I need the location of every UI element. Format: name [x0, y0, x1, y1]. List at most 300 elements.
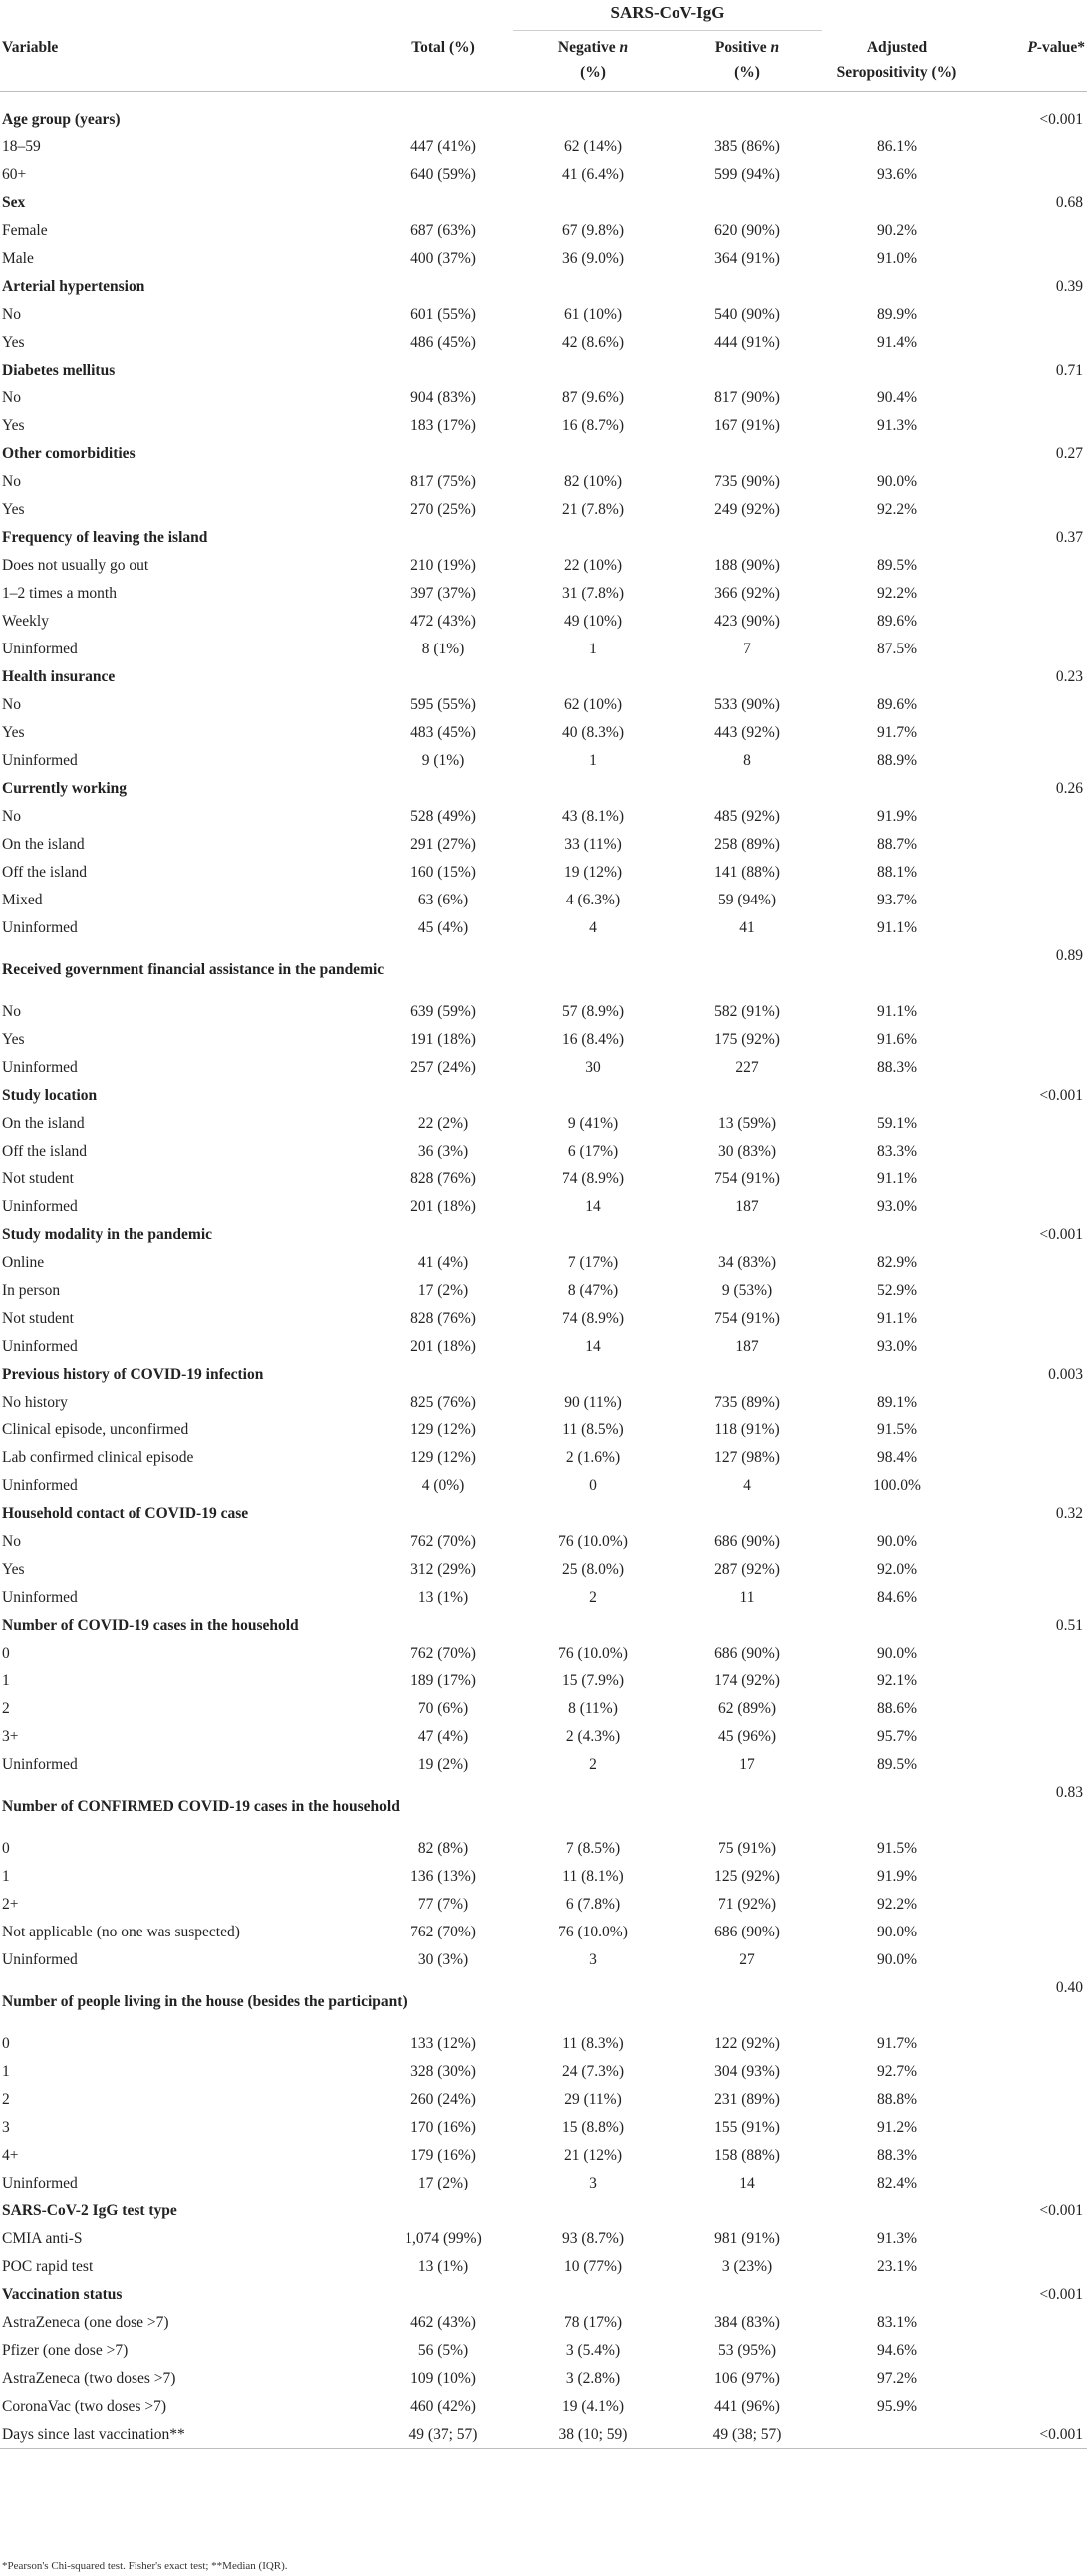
- table-row: [0, 691, 1087, 719]
- adjusted-cell: 88.6%: [876, 1700, 918, 1717]
- negative-cell: 3: [589, 2175, 597, 2191]
- p-value: 0.37: [1055, 529, 1084, 546]
- negative-cell: 16 (8.4%): [562, 1031, 624, 1048]
- total-cell: 1,074 (99%): [405, 2230, 482, 2247]
- row-label: No: [2, 1533, 21, 1550]
- adjusted-cell: 94.6%: [876, 2342, 918, 2359]
- p-value: [971, 636, 1087, 663]
- p-value: [971, 1472, 1087, 1500]
- table-row: [0, 2365, 1087, 2393]
- table-row: [0, 1946, 1087, 1974]
- positive-cell: 3 (23%): [721, 2258, 773, 2275]
- row-label: Uninformed: [2, 1756, 78, 1773]
- negative-cell: 16 (8.7%): [562, 417, 624, 434]
- section-header-row: [0, 357, 1087, 385]
- section-header-row: [0, 1779, 1087, 1835]
- p-value: <0.001: [1039, 1087, 1084, 1104]
- row-label: Yes: [2, 1031, 25, 1048]
- row-label: 4+: [2, 2147, 19, 2164]
- negative-cell: 11 (8.3%): [562, 2035, 624, 2052]
- table-row: [0, 831, 1087, 859]
- table-row: [0, 2225, 1087, 2253]
- negative-cell: 57 (8.9%): [562, 1003, 624, 1020]
- adjusted-cell: 91.6%: [876, 1031, 918, 1048]
- adjusted-cell: 91.1%: [876, 919, 918, 936]
- row-label: 2+: [2, 1896, 19, 1913]
- negative-cell: 2: [589, 1756, 597, 1773]
- adjusted-cell: 92.2%: [876, 585, 918, 602]
- positive-cell: 735 (89%): [714, 1394, 780, 1411]
- section-header-row: [0, 273, 1087, 301]
- positive-cell: 53 (95%): [717, 2342, 777, 2359]
- negative-cell: 1: [589, 641, 597, 657]
- positive-cell: 385 (86%): [714, 138, 780, 155]
- header-negative-label: Negative: [557, 39, 616, 56]
- positive-cell: 125 (92%): [714, 1868, 780, 1885]
- negative-cell: 90 (11%): [564, 1394, 622, 1411]
- adjusted-cell: 92.1%: [876, 1673, 918, 1689]
- row-label: 2: [2, 1700, 10, 1717]
- section-header-row: [0, 524, 1087, 552]
- section-header-row: [0, 1974, 1087, 2030]
- p-value: [971, 161, 1087, 189]
- table-row: [0, 2309, 1087, 2337]
- negative-cell: 2 (4.3%): [565, 1728, 621, 1745]
- table-row: [0, 1444, 1087, 1472]
- total-cell: 160 (15%): [410, 864, 476, 881]
- p-value: [971, 1333, 1087, 1361]
- p-value: [971, 412, 1087, 440]
- section-header-row: [0, 2197, 1087, 2225]
- positive-cell: 258 (89%): [714, 836, 780, 853]
- adjusted-cell: 91.5%: [876, 1421, 918, 1438]
- row-label: Weekly: [2, 613, 49, 630]
- negative-cell: 30: [585, 1059, 601, 1076]
- total-cell: 45 (4%): [417, 919, 469, 936]
- section-label: Arterial hypertension: [2, 278, 145, 295]
- negative-cell: 6 (7.8%): [565, 1896, 621, 1913]
- adjusted-cell: 93.7%: [876, 892, 918, 908]
- positive-cell: 533 (90%): [714, 696, 780, 713]
- row-label: Uninformed: [2, 641, 78, 657]
- section-header-row: [0, 1612, 1087, 1640]
- table-row: [0, 2421, 1087, 2449]
- positive-cell: 13 (59%): [717, 1115, 777, 1132]
- negative-cell: 36 (9.0%): [562, 250, 624, 267]
- section-label: Number of CONFIRMED COVID-19 cases in the household: [2, 1798, 400, 1815]
- negative-cell: 74 (8.9%): [562, 1170, 624, 1187]
- row-label: AstraZeneca (two doses >7): [2, 2370, 176, 2387]
- adjusted-cell: 91.7%: [876, 724, 918, 741]
- section-header-row: [0, 942, 1087, 998]
- p-value: [971, 719, 1087, 747]
- negative-cell: 1: [589, 752, 597, 769]
- row-label: No: [2, 696, 21, 713]
- p-value: <0.001: [1039, 111, 1084, 128]
- row-label: On the island: [2, 836, 85, 853]
- positive-cell: 155 (91%): [714, 2119, 780, 2136]
- row-label: Female: [2, 222, 48, 239]
- positive-cell: 735 (90%): [714, 473, 780, 490]
- adjusted-cell: 91.2%: [876, 2119, 918, 2136]
- p-value: <0.001: [1039, 2286, 1084, 2303]
- total-cell: 30 (3%): [417, 1951, 469, 1968]
- total-cell: 191 (18%): [410, 1031, 476, 1048]
- section-header-row: [0, 106, 1087, 133]
- section-label: Household contact of COVID-19 case: [2, 1505, 249, 1522]
- table-row: [0, 1193, 1087, 1221]
- negative-cell: 93 (8.7%): [562, 2230, 624, 2247]
- adjusted-cell: 89.5%: [876, 557, 918, 574]
- p-value: [971, 747, 1087, 775]
- p-value: [971, 2142, 1087, 2170]
- p-value: [971, 2170, 1087, 2197]
- p-value: [971, 2337, 1087, 2365]
- p-value: [971, 133, 1087, 161]
- negative-cell: 11 (8.1%): [562, 1868, 624, 1885]
- row-label: No: [2, 473, 21, 490]
- row-label: No: [2, 1003, 21, 1020]
- table-row: [0, 1528, 1087, 1556]
- section-header-row: [0, 1361, 1087, 1389]
- negative-cell: 2: [589, 1589, 597, 1606]
- negative-cell: 40 (8.3%): [562, 724, 624, 741]
- p-value: [971, 1668, 1087, 1695]
- total-cell: 201 (18%): [410, 1198, 476, 1215]
- negative-cell: 76 (10.0%): [558, 1645, 628, 1662]
- table-row: [0, 1556, 1087, 1584]
- p-value: [971, 1277, 1087, 1305]
- p-value: [971, 2086, 1087, 2114]
- adjusted-cell: 89.6%: [876, 696, 918, 713]
- total-cell: 687 (63%): [410, 222, 476, 239]
- adjusted-cell: 91.3%: [876, 2230, 918, 2247]
- p-value: [971, 2058, 1087, 2086]
- p-value: [971, 914, 1087, 942]
- row-label: 3: [2, 2119, 10, 2136]
- p-value: [971, 1138, 1087, 1165]
- adjusted-cell: 87.5%: [876, 641, 918, 657]
- section-label: Received government financial assistance in the pandemic: [2, 961, 385, 978]
- negative-cell: 3 (2.8%): [565, 2370, 621, 2387]
- positive-cell: 754 (91%): [714, 1170, 780, 1187]
- positive-cell: 485 (92%): [714, 808, 780, 825]
- adjusted-cell: 90.0%: [876, 1533, 918, 1550]
- section-label: Number of people living in the house (besides the participant): [2, 1993, 408, 2010]
- negative-cell: 31 (7.8%): [562, 585, 624, 602]
- total-cell: 462 (43%): [410, 2314, 476, 2331]
- adjusted-cell: 89.6%: [876, 613, 918, 630]
- negative-cell: 76 (10.0%): [558, 1924, 628, 1940]
- adjusted-cell: 90.0%: [876, 1645, 918, 1662]
- p-value: [971, 1723, 1087, 1751]
- table-row: [0, 1417, 1087, 1444]
- positive-cell: 366 (92%): [714, 585, 780, 602]
- p-value: [971, 1249, 1087, 1277]
- adjusted-cell: 88.3%: [876, 2147, 918, 2164]
- negative-cell: 3 (5.4%): [565, 2342, 621, 2359]
- p-value: [971, 301, 1087, 329]
- total-cell: 4 (0%): [421, 1477, 465, 1494]
- positive-cell: 443 (92%): [714, 724, 780, 741]
- negative-cell: 74 (8.9%): [562, 1310, 624, 1327]
- positive-cell: 41: [739, 919, 755, 936]
- negative-cell: 3: [589, 1951, 597, 1968]
- adjusted-cell: 91.4%: [876, 334, 918, 351]
- p-value: [971, 2365, 1087, 2393]
- row-label: 2: [2, 2091, 10, 2108]
- total-cell: 136 (13%): [410, 1868, 476, 1885]
- negative-cell: 29 (11%): [564, 2091, 622, 2108]
- adjusted-cell: 82.4%: [876, 2175, 918, 2191]
- total-cell: 460 (42%): [410, 2398, 476, 2415]
- table-row: [0, 2030, 1087, 2058]
- p-value: [971, 1528, 1087, 1556]
- positive-cell: 599 (94%): [714, 166, 780, 183]
- header-positive-label: Positive: [714, 39, 767, 56]
- table-row: [0, 608, 1087, 636]
- total-cell: 762 (70%): [410, 1924, 476, 1940]
- row-label: Uninformed: [2, 1477, 78, 1494]
- adjusted-cell: 95.9%: [876, 2398, 918, 2415]
- p-value: 0.68: [1055, 194, 1084, 211]
- p-value: <0.001: [971, 2421, 1087, 2449]
- adjusted-cell: 52.9%: [876, 1282, 918, 1299]
- adjusted-cell: 82.9%: [876, 1254, 918, 1271]
- table-row: [0, 2114, 1087, 2142]
- row-label: Uninformed: [2, 1338, 78, 1355]
- p-value: [971, 1584, 1087, 1612]
- row-label: Not student: [2, 1310, 74, 1327]
- header-total: Total (%): [411, 38, 475, 56]
- positive-cell: 34 (83%): [717, 1254, 777, 1271]
- table-row: [0, 1723, 1087, 1751]
- total-cell: 257 (24%): [410, 1059, 476, 1076]
- total-cell: 189 (17%): [410, 1673, 476, 1689]
- positive-cell: 106 (97%): [714, 2370, 780, 2387]
- p-value: [971, 1640, 1087, 1668]
- negative-cell: 25 (8.0%): [562, 1561, 624, 1578]
- row-label: 1: [2, 1673, 10, 1689]
- total-cell: 17 (2%): [417, 1282, 469, 1299]
- section-label: SARS-CoV-2 IgG test type: [2, 2202, 177, 2219]
- total-cell: 486 (45%): [410, 334, 476, 351]
- negative-cell: 0: [589, 1477, 597, 1494]
- p-value: [971, 1389, 1087, 1417]
- positive-cell: 174 (92%): [714, 1673, 780, 1689]
- p-value: [971, 552, 1087, 580]
- p-value: [971, 385, 1087, 412]
- table-row: [0, 859, 1087, 887]
- positive-cell: 187: [735, 1198, 759, 1215]
- table-row: [0, 301, 1087, 329]
- total-cell: 483 (45%): [410, 724, 476, 741]
- total-cell: 183 (17%): [410, 417, 476, 434]
- positive-cell: 540 (90%): [714, 306, 780, 323]
- row-label: Yes: [2, 417, 25, 434]
- positive-cell: 686 (90%): [714, 1645, 780, 1662]
- adjusted-cell: 23.1%: [876, 2258, 918, 2275]
- positive-cell: 817 (90%): [714, 389, 780, 406]
- total-cell: 41 (4%): [417, 1254, 469, 1271]
- p-value: [971, 998, 1087, 1026]
- adjusted-cell: 90.0%: [876, 1951, 918, 1968]
- table-row: [0, 245, 1087, 273]
- row-label: CoronaVac (two doses >7): [2, 2398, 166, 2415]
- adjusted-cell: 88.8%: [876, 2091, 918, 2108]
- adjusted-cell: 91.1%: [876, 1003, 918, 1020]
- total-cell: 210 (19%): [410, 557, 476, 574]
- row-label: 1: [2, 1868, 10, 1885]
- total-cell: 472 (43%): [410, 613, 476, 630]
- total-cell: 9 (1%): [421, 752, 465, 769]
- table-row: [0, 1891, 1087, 1919]
- p-value: [971, 1110, 1087, 1138]
- negative-cell: 6 (17%): [567, 1143, 619, 1159]
- table-row: [0, 1110, 1087, 1138]
- total-cell: 828 (76%): [410, 1170, 476, 1187]
- adjusted-cell: 93.0%: [876, 1338, 918, 1355]
- row-label: 60+: [2, 166, 27, 183]
- total-cell: 640 (59%): [410, 166, 476, 183]
- section-header-row: [0, 663, 1087, 691]
- positive-cell: 423 (90%): [714, 613, 780, 630]
- row-label: 3+: [2, 1728, 19, 1745]
- total-cell: 291 (27%): [410, 836, 476, 853]
- p-value: [971, 831, 1087, 859]
- table-row: [0, 161, 1087, 189]
- negative-cell: 19 (12%): [563, 864, 623, 881]
- header-negative-n: n: [619, 39, 629, 56]
- section-label: Previous history of COVID-19 infection: [2, 1366, 264, 1383]
- adjusted-cell: 91.1%: [876, 1170, 918, 1187]
- adjusted-cell: 88.9%: [876, 752, 918, 769]
- p-value: [971, 2253, 1087, 2281]
- positive-cell: 249 (92%): [714, 501, 780, 518]
- row-label: AstraZeneca (one dose >7): [2, 2314, 169, 2331]
- negative-cell: 82 (10%): [563, 473, 623, 490]
- negative-cell: 2 (1.6%): [565, 1449, 621, 1466]
- table-row: [0, 2170, 1087, 2197]
- table-row: [0, 1751, 1087, 1779]
- total-cell: 828 (76%): [410, 1310, 476, 1327]
- row-label: Clinical episode, unconfirmed: [2, 1421, 189, 1438]
- p-value: [971, 496, 1087, 524]
- table-row: [0, 1919, 1087, 1946]
- row-label: No history: [2, 1394, 68, 1411]
- p-value: [971, 1751, 1087, 1779]
- positive-cell: 227: [735, 1059, 759, 1076]
- p-value: [971, 2309, 1087, 2337]
- adjusted-cell: 91.3%: [876, 417, 918, 434]
- adjusted-cell: 59.1%: [876, 1115, 918, 1132]
- total-cell: 595 (55%): [410, 696, 476, 713]
- row-label: Uninformed: [2, 2175, 78, 2191]
- adjusted-cell: [822, 2421, 971, 2449]
- positive-cell: 231 (89%): [714, 2091, 780, 2108]
- positive-cell: 118 (91%): [714, 1421, 780, 1438]
- total-cell: 17 (2%): [417, 2175, 469, 2191]
- positive-cell: 167 (91%): [714, 417, 780, 434]
- negative-cell: 8 (47%): [567, 1282, 619, 1299]
- row-label: 1–2 times a month: [2, 585, 117, 602]
- table-row: [0, 1668, 1087, 1695]
- table-row: [0, 719, 1087, 747]
- positive-cell: 754 (91%): [714, 1310, 780, 1327]
- table-row: [0, 1584, 1087, 1612]
- table-row: [0, 2337, 1087, 2365]
- row-label: Male: [2, 250, 34, 267]
- p-value: [971, 217, 1087, 245]
- total-cell: 260 (24%): [410, 2091, 476, 2108]
- row-label: Off the island: [2, 864, 87, 881]
- p-value: [971, 803, 1087, 831]
- positive-cell: 11: [739, 1589, 755, 1606]
- p-value: [971, 1919, 1087, 1946]
- total-cell: 19 (2%): [417, 1756, 469, 1773]
- p-value: [971, 468, 1087, 496]
- p-value: 0.27: [1055, 445, 1084, 462]
- p-value: 0.89: [1055, 947, 1084, 964]
- p-value: 0.71: [1055, 362, 1084, 379]
- section-header-row: [0, 440, 1087, 468]
- positive-cell: 981 (91%): [714, 2230, 780, 2247]
- positive-cell: 75 (91%): [717, 1840, 777, 1857]
- total-cell: 601 (55%): [410, 306, 476, 323]
- total-cell: 447 (41%): [410, 138, 476, 155]
- total-cell: 201 (18%): [410, 1338, 476, 1355]
- table-row: [0, 2253, 1087, 2281]
- row-label: Days since last vaccination**: [0, 2421, 374, 2449]
- section-label: Number of COVID-19 cases in the household: [2, 1617, 299, 1634]
- total-cell: 133 (12%): [410, 2035, 476, 2052]
- p-value: [971, 1695, 1087, 1723]
- row-label: Yes: [2, 334, 25, 351]
- p-value: 0.003: [1048, 1366, 1084, 1383]
- positive-cell: 686 (90%): [714, 1924, 780, 1940]
- section-header-row: [0, 1082, 1087, 1110]
- row-label: Uninformed: [2, 1198, 78, 1215]
- table-row: [0, 496, 1087, 524]
- row-label: Not student: [2, 1170, 74, 1187]
- table-row: [0, 2086, 1087, 2114]
- negative-cell: 38 (10; 59): [513, 2421, 673, 2449]
- row-label: On the island: [2, 1115, 85, 1132]
- negative-cell: 7 (8.5%): [565, 1840, 621, 1857]
- negative-cell: 61 (10%): [563, 306, 623, 323]
- header-p-value: [971, 31, 1087, 92]
- positive-cell: 17: [739, 1756, 755, 1773]
- adjusted-cell: 93.0%: [876, 1198, 918, 1215]
- adjusted-cell: 88.1%: [876, 864, 918, 881]
- p-value: [971, 1556, 1087, 1584]
- negative-cell: 62 (10%): [563, 696, 623, 713]
- table-row: [0, 1165, 1087, 1193]
- positive-cell: 71 (92%): [717, 1896, 777, 1913]
- row-label: Yes: [2, 501, 25, 518]
- table-row: [0, 1389, 1087, 1417]
- positive-cell: 141 (88%): [714, 864, 780, 881]
- positive-cell: 49 (38; 57): [673, 2421, 822, 2449]
- total-cell: 56 (5%): [417, 2342, 469, 2359]
- negative-cell: 7 (17%): [567, 1254, 619, 1271]
- header-variable: Variable: [2, 38, 59, 56]
- negative-cell: 9 (41%): [567, 1115, 619, 1132]
- table-row: [0, 1026, 1087, 1054]
- adjusted-cell: 90.0%: [876, 1924, 918, 1940]
- positive-cell: 444 (91%): [714, 334, 780, 351]
- p-value: [971, 2030, 1087, 2058]
